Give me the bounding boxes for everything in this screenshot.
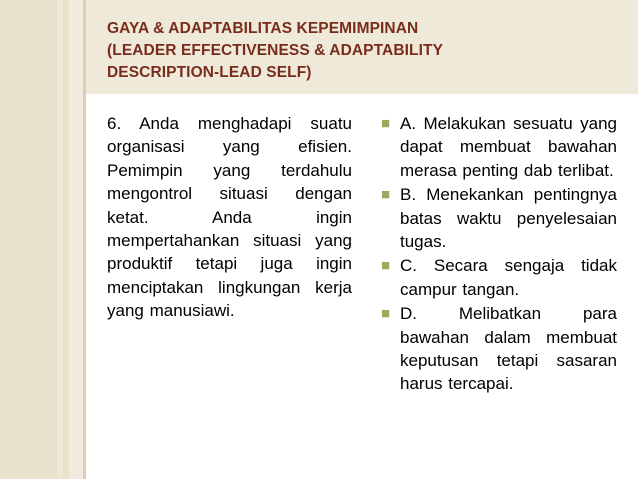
option-c-text: C. Secara sengaja tidak campur tangan. (400, 256, 617, 299)
option-a (381, 112, 617, 182)
option-c (381, 254, 617, 301)
options-list (381, 112, 617, 397)
question-text: 6. Anda menghadapi suatu organisasi yang efisien. Pemimpin yang terdahulu mengontrol situasi dengan ketat. Anda ingin mempertahankan situasi yang produktif tetapi juga ingin menciptakan lingkungan kerja yang manusiawi. (107, 114, 352, 321)
option-d (381, 302, 617, 396)
square-bullet-icon: ■ (381, 305, 391, 323)
option-a-text: A. Melakukan sesuatu yang dapat membuat bawahan merasa penting dab terlibat. (400, 114, 617, 180)
option-b-text: B. Menekankan pentingnya batas waktu penyelesaian tugas. (400, 185, 617, 252)
square-bullet-icon: ■ (381, 186, 391, 204)
option-b (381, 183, 617, 253)
left-decorative-panel (0, 0, 83, 479)
slide-title: GAYA & ADAPTABILITAS KEPEMIMPINAN (LEADER EFFECTIVENESS & ADAPTABILITY DESCRIPTION-LEAD SELF) (107, 20, 444, 81)
square-bullet-icon: ■ (381, 257, 391, 275)
option-d-text: D. Melibatkan para bawahan dalam membuat keputusan tetapi sasaran harus tercapai. (400, 304, 617, 394)
square-bullet-icon: ■ (381, 115, 391, 132)
